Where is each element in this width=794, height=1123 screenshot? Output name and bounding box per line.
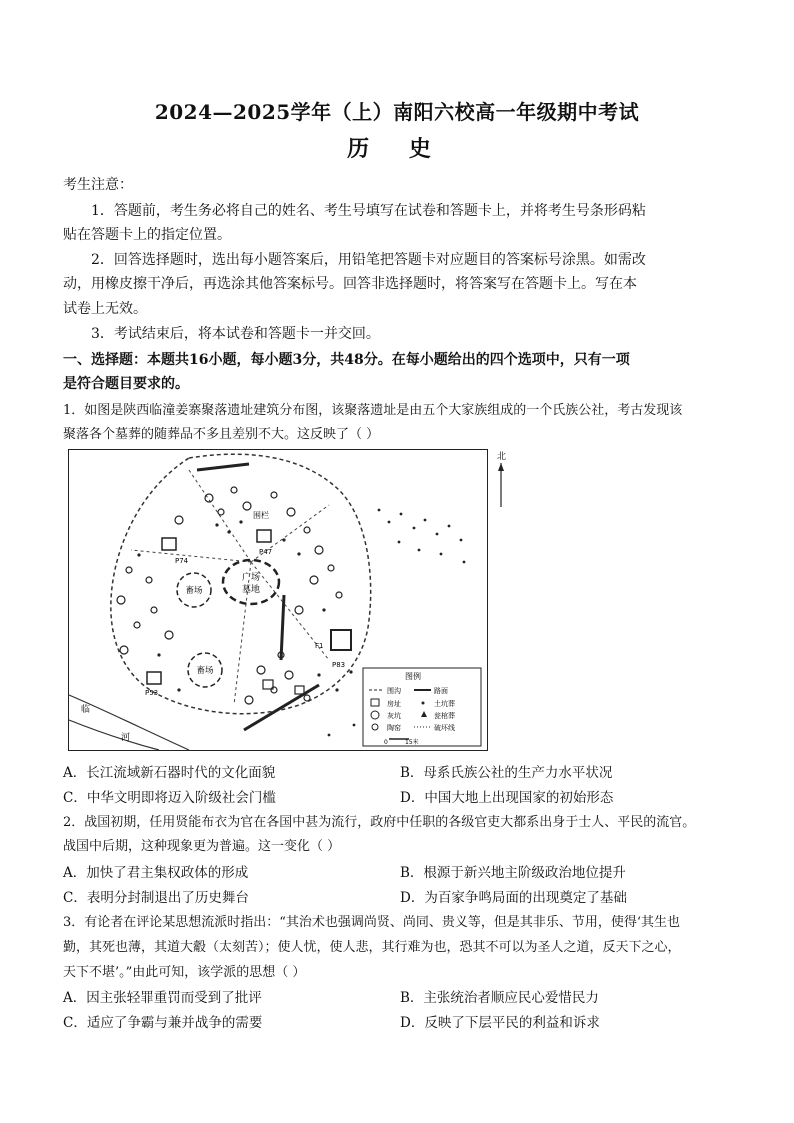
q1-option-b[interactable]: B．母系氏族公社的生产力水平状况 (400, 765, 613, 781)
plaza-label-2: 墓地 (241, 585, 261, 595)
legend-house: 房址 (387, 700, 401, 708)
q1-option-c[interactable]: C．中华文明即将迈入阶级社会门槛 (63, 790, 276, 806)
q2-option-c[interactable]: C．表明分封制退出了历史舞台 (63, 890, 249, 906)
legend-kiln: 陶窑 (387, 724, 401, 732)
notice-item-3: 3．考试结束后，将本试卷和答题卡一并交回。 (91, 326, 380, 342)
exam-title: 2024—2025学年（上）南阳六校高一年级期中考试 (154, 100, 640, 124)
road-north (197, 464, 249, 470)
house-f1 (331, 630, 351, 650)
q3-stem-line-2: 勤，其死也薄，其道大觳（太刻苦）；使人忧，使人悲，其行难为也，恐其不可以为圣人之道，反天下之心， (63, 940, 681, 955)
divider-1 (189, 470, 251, 562)
q2-option-b[interactable]: B．根源于新兴地主阶级政治地位提升 (400, 865, 626, 881)
house-p47 (257, 530, 271, 542)
livestock-label-1: 畜场 (185, 586, 203, 596)
house-p74 (162, 538, 176, 550)
q2-option-a[interactable]: A．加快了君主集权政体的形成 (63, 865, 249, 881)
plaza-label-1: 广场 (241, 573, 261, 583)
exam-subject: 历 史 (347, 136, 447, 162)
q1-option-a[interactable]: A．长江流域新石器时代的文化面貌 (63, 765, 276, 781)
legend-road: 路面 (434, 687, 448, 695)
notice-heading: 考生注意： (63, 177, 133, 193)
legend-urn-burial: 瓮棺葬 (434, 712, 455, 720)
q3-stem-line-3: 天下不堪’。”由此可知，该学派的思想（ ） (63, 965, 306, 980)
q3-stem-line-1: 3．有论者在评论某思想流派时指出：“其治术也强调尚贤、尚同、贵义等，但是其非乐、节用，使得‘其生也 (63, 915, 681, 930)
house-p53 (147, 672, 161, 684)
notice-item-1-line-2: 贴在答题卡上的指定位置。 (63, 227, 231, 243)
house-label-p47: P47 (259, 548, 273, 556)
q3-option-d[interactable]: D．反映了下层平民的利益和诉求 (400, 1015, 600, 1031)
q1-stem-line-1: 1．如图是陕西临潼姜寨聚落遗址建筑分布图，该聚落遗址是由五个大家族组成的一个氏族公社，考古发现该 (63, 403, 683, 418)
legend-scale-15: 15米 (405, 739, 419, 746)
legend-moat: 围沟 (387, 687, 401, 695)
notice-item-1-line-1: 1．答题前，考生务必将自己的姓名、考生号填写在试卷和答题卡上，并将考生号条形码粘 (91, 203, 646, 219)
river-label-2: 河 (121, 733, 131, 743)
river-label-1: 临 (81, 705, 91, 715)
notice-item-2-line-2: 动，用橡皮擦干净后，再选涂其他答案标号。回答非选择题时，将答案写在答题卡上。写在本 (63, 276, 637, 292)
house-label-p53: P53 (145, 689, 159, 697)
q1-option-d[interactable]: D．中国大地上出现国家的初始形态 (400, 790, 614, 806)
divider-4 (234, 562, 251, 705)
notice-item-2-line-3: 试卷上无效。 (63, 301, 147, 317)
q2-option-d[interactable]: D．为百家争鸣局面的出现奠定了基础 (400, 890, 627, 906)
house-label-p83: P83 (332, 661, 346, 669)
q3-option-a[interactable]: A．因主张轻罪重罚而受到了批评 (63, 990, 262, 1006)
q2-stem-line-2: 战国中后期，这种现象更为普遍。这一变化（ ） (63, 839, 341, 854)
jiangzhai-settlement-map (68, 449, 488, 751)
legend-title: 图例 (405, 672, 421, 681)
settlement-map-svg (69, 450, 487, 750)
legend-ash-pit: 灰坑 (387, 712, 401, 720)
q3-option-c[interactable]: C．适应了争霸与兼并战争的需要 (63, 1015, 263, 1031)
north-arrow-label: 北 (497, 452, 507, 462)
map-legend (363, 668, 481, 746)
fence-label: 围栏 (253, 511, 269, 520)
house-label-f1: F1 (315, 642, 324, 650)
section-1-heading-line-2: 是符合题目要求的。 (63, 376, 189, 392)
road-east (281, 595, 284, 660)
house-label-p74: P74 (175, 557, 189, 565)
q1-stem-line-2: 聚落各个墓葬的随葬品不多且差别不大。这反映了（ ） (63, 427, 380, 442)
livestock-label-2: 畜场 (196, 666, 214, 676)
legend-scale-0: 0 (384, 739, 388, 746)
river-bank-lower (69, 720, 159, 750)
moat-outline (111, 454, 371, 714)
north-arrow (492, 449, 510, 509)
legend-pit-grave: 土坑葬 (434, 700, 455, 708)
q3-option-b[interactable]: B．主张统治者顺应民心爱惜民力 (400, 990, 599, 1006)
legend-damage-line: 破坏线 (434, 724, 455, 732)
road-south (244, 685, 319, 730)
divider-3 (131, 550, 251, 562)
q2-stem-line-1: 2．战国初期，任用贤能布衣为官在各国中甚为流行，政府中任职的各级官吏大都系出身于士人、平民的流官。 (63, 815, 696, 830)
section-1-heading: 一、选择题：本题共16小题，每小题3分，共48分。在每小题给出的四个选项中，只有一项 (63, 352, 630, 368)
notice-item-2-line-1: 2．回答选择题时，选出每小题答案后，用铅笔把答题卡对应题目的答案标号涂黑。如需改 (91, 252, 646, 268)
